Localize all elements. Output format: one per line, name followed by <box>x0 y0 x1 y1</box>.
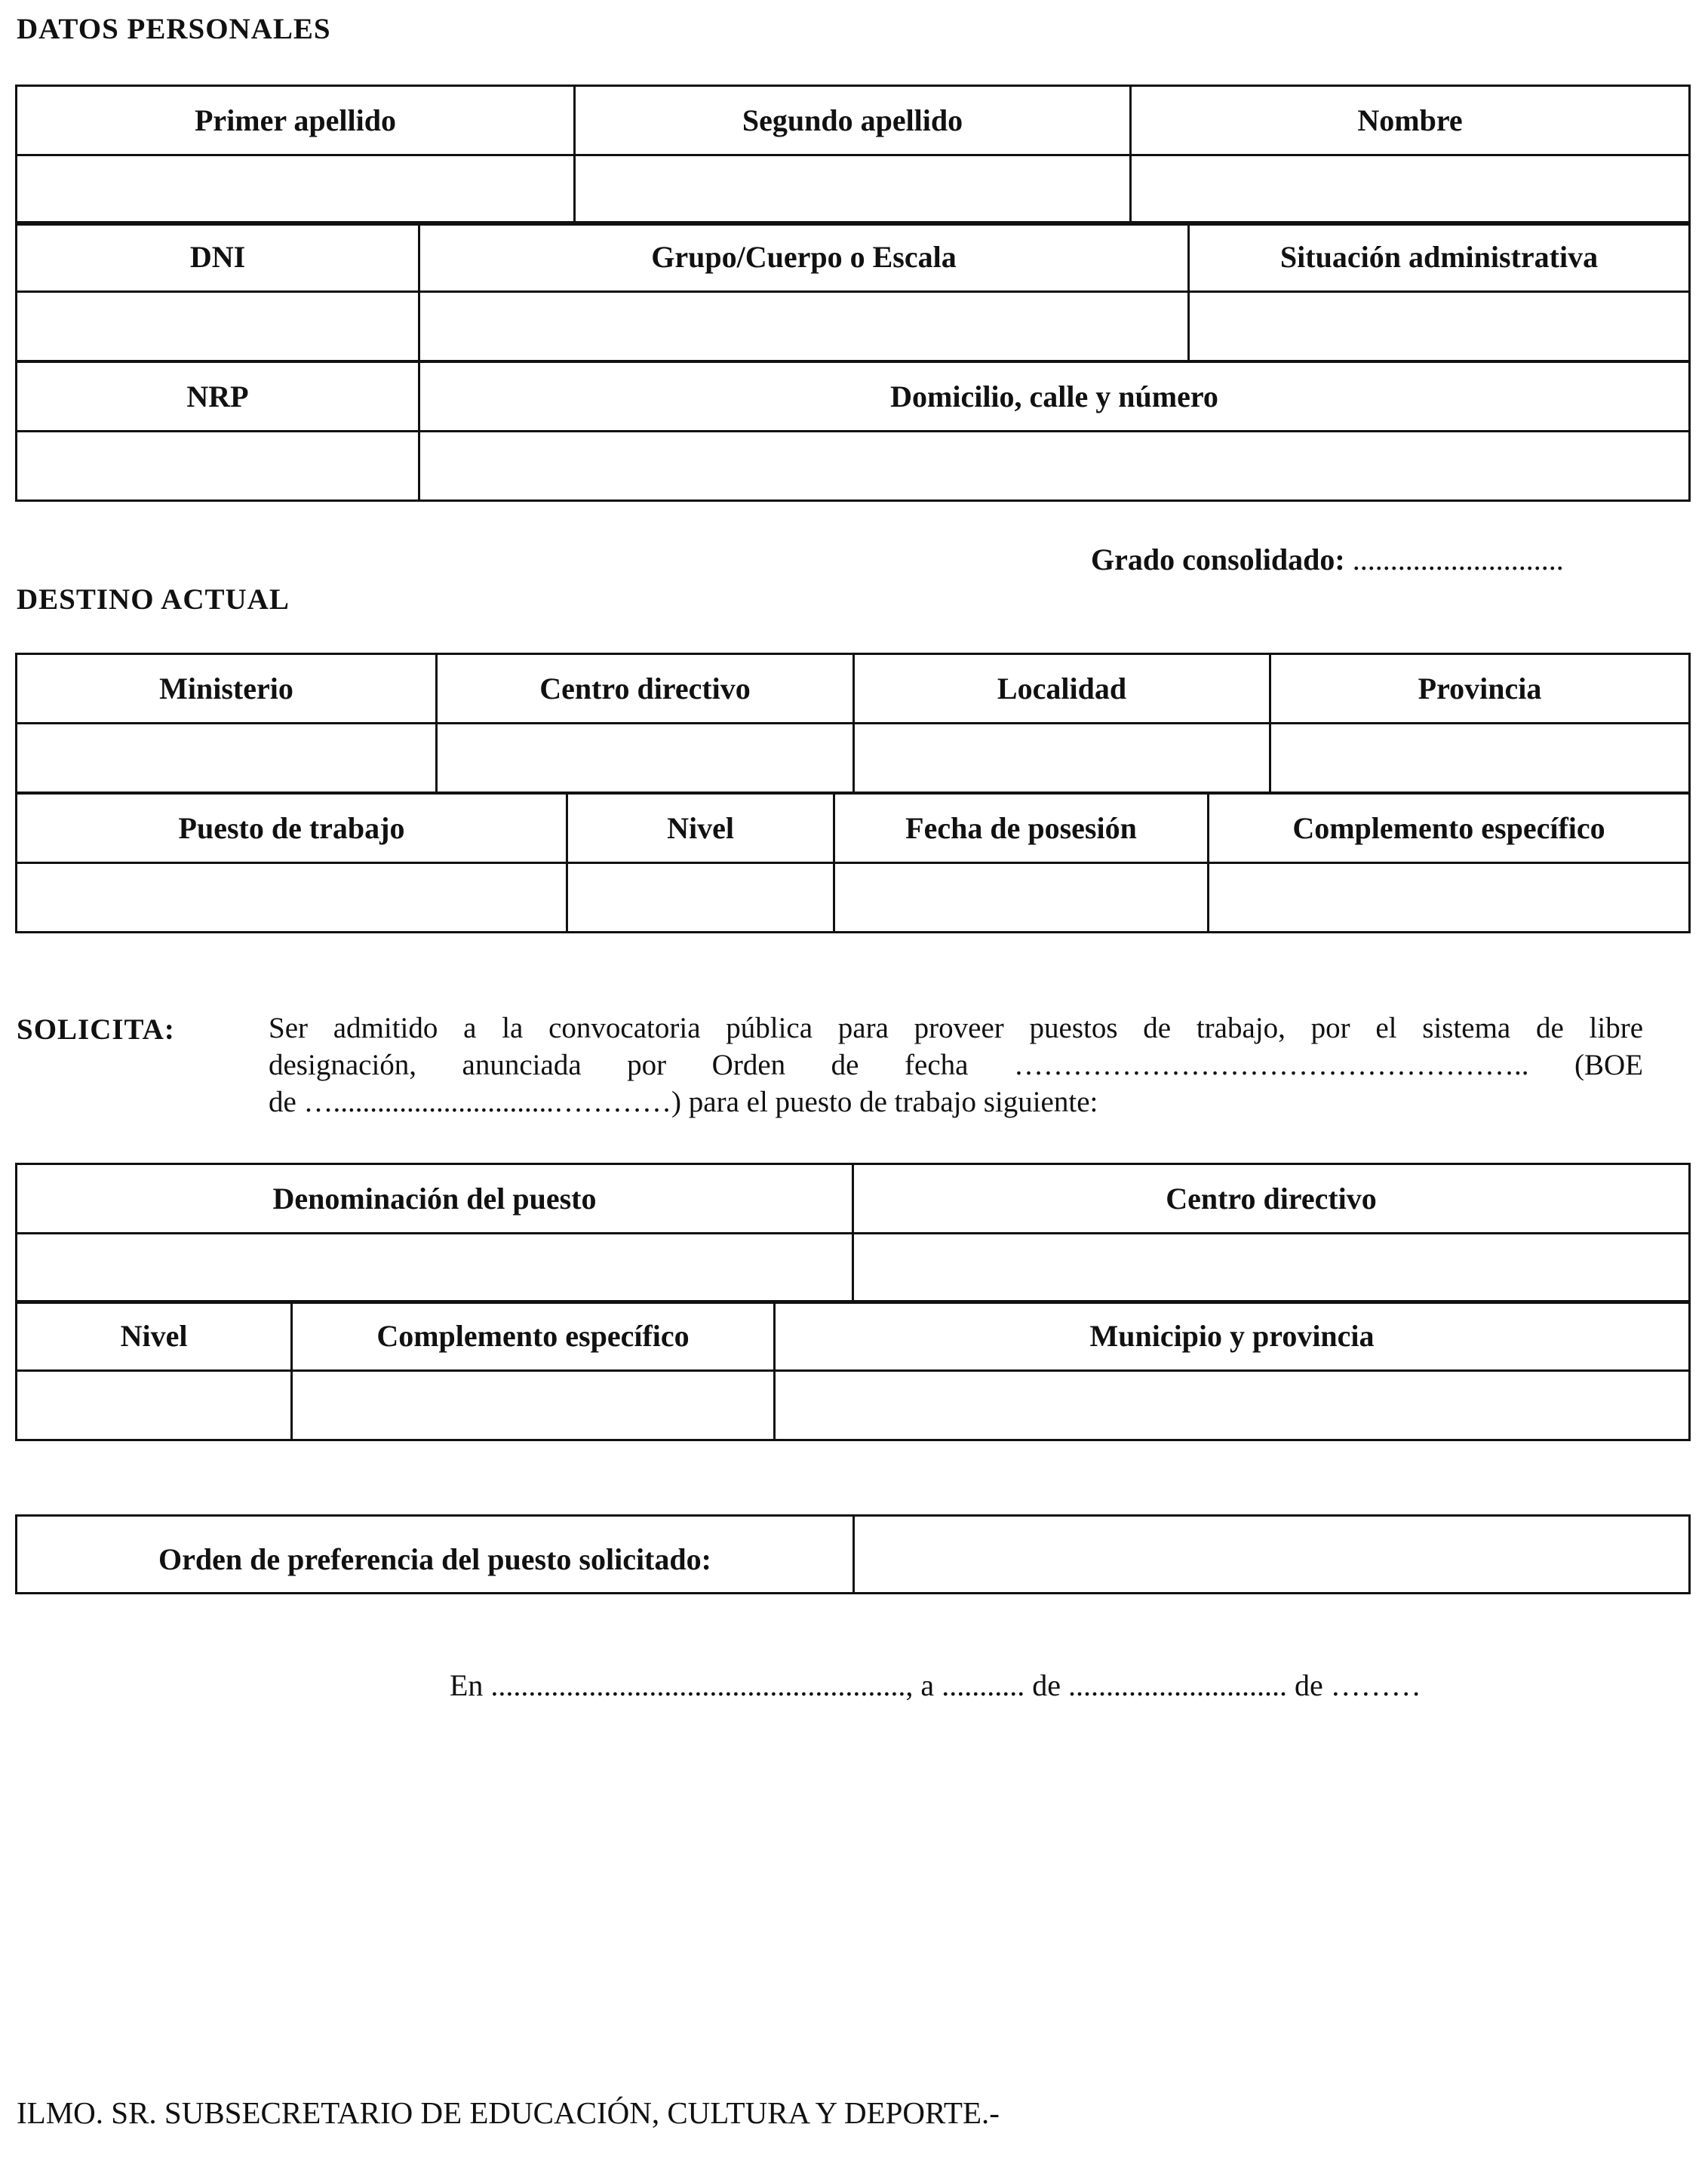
preferencia-label: Orden de preferencia del puesto solicitado: <box>17 1516 854 1594</box>
field-dni[interactable] <box>17 292 419 361</box>
field-puesto-de-trabajo[interactable] <box>17 863 567 933</box>
destino-actual-table-b <box>15 792 1691 933</box>
puesto-solicitado-table-b <box>15 1300 1691 1441</box>
field-denominacion-del-puesto[interactable] <box>17 1234 853 1303</box>
solicita-text <box>269 1010 1643 1120</box>
field-nrp[interactable] <box>17 432 419 501</box>
preferencia-table <box>15 1514 1691 1594</box>
destino-actual-table-a <box>15 653 1691 794</box>
solicita-line-3: de …..............................…………) para el puesto de trabajo siguiente: <box>269 1086 1098 1118</box>
header-puesto-de-trabajo: Puesto de trabajo <box>17 794 567 863</box>
solicita-line-1: Ser admitido a la convocatoria pública para proveer puestos de trabajo, por el sistema de libre <box>269 1012 1643 1044</box>
solicita-line-2: designación, anunciada por Orden de fecha …………………………………………….. (BOE <box>269 1049 1643 1081</box>
field-orden-de-preferencia[interactable] <box>854 1516 1690 1594</box>
header-fecha-de-posesion: Fecha de posesión <box>834 794 1209 863</box>
field-nivel-solicitado[interactable] <box>17 1371 292 1440</box>
header-grupo-cuerpo-escala: Grupo/Cuerpo o Escala <box>419 223 1189 292</box>
destinatario: ILMO. SR. SUBSECRETARIO DE EDUCACIÓN, CULTURA Y DEPORTE.- <box>17 2095 1000 2130</box>
header-nrp: NRP <box>17 362 419 432</box>
header-centro-directivo-solicitado: Centro directivo <box>853 1164 1690 1234</box>
field-primer-apellido[interactable] <box>17 155 575 225</box>
grado-consolidado-label: Grado consolidado: <box>1091 543 1345 576</box>
field-complemento-especifico-solicitado[interactable] <box>292 1371 775 1440</box>
field-ministerio[interactable] <box>17 724 437 793</box>
header-nivel: Nivel <box>567 794 834 863</box>
header-provincia: Provincia <box>1270 654 1690 724</box>
field-municipio-y-provincia[interactable] <box>775 1371 1690 1440</box>
field-domicilio[interactable] <box>419 432 1690 501</box>
header-segundo-apellido: Segundo apellido <box>575 86 1131 155</box>
field-provincia[interactable] <box>1270 724 1690 793</box>
header-centro-directivo: Centro directivo <box>437 654 854 724</box>
grado-consolidado <box>1091 542 1564 577</box>
datos-personales-heading: DATOS PERSONALES <box>17 13 331 45</box>
header-complemento-especifico-solicitado: Complemento específico <box>292 1302 775 1371</box>
header-dni: DNI <box>17 223 419 292</box>
header-primer-apellido: Primer apellido <box>17 86 575 155</box>
header-domicilio: Domicilio, calle y número <box>419 362 1690 432</box>
header-ministerio: Ministerio <box>17 654 437 724</box>
header-municipio-y-provincia: Municipio y provincia <box>775 1302 1690 1371</box>
lugar-y-fecha-line[interactable]: En ......................................................., a ........... de ............................. de ……… <box>450 1668 1421 1702</box>
header-nivel-solicitado: Nivel <box>17 1302 292 1371</box>
field-fecha-de-posesion[interactable] <box>834 863 1209 933</box>
field-nivel[interactable] <box>567 863 834 933</box>
datos-personales-table-a <box>15 85 1691 226</box>
solicita-label: SOLICITA: <box>17 1013 175 1046</box>
puesto-solicitado-table-a <box>15 1163 1691 1304</box>
datos-personales-table-c <box>15 361 1691 502</box>
datos-personales-table-b <box>15 221 1691 362</box>
destino-actual-heading: DESTINO ACTUAL <box>17 583 290 616</box>
field-situacion-administrativa[interactable] <box>1189 292 1690 361</box>
field-grupo-cuerpo-escala[interactable] <box>419 292 1189 361</box>
header-denominacion-del-puesto: Denominación del puesto <box>17 1164 853 1234</box>
field-segundo-apellido[interactable] <box>575 155 1131 225</box>
field-complemento-especifico[interactable] <box>1209 863 1690 933</box>
field-centro-directivo-solicitado[interactable] <box>853 1234 1690 1303</box>
grado-consolidado-dots[interactable]: ............................ <box>1352 543 1564 576</box>
header-complemento-especifico: Complemento específico <box>1209 794 1690 863</box>
field-centro-directivo[interactable] <box>437 724 854 793</box>
header-situacion-administrativa: Situación administrativa <box>1189 223 1690 292</box>
header-nombre: Nombre <box>1131 86 1690 155</box>
field-nombre[interactable] <box>1131 155 1690 225</box>
header-localidad: Localidad <box>854 654 1270 724</box>
field-localidad[interactable] <box>854 724 1270 793</box>
